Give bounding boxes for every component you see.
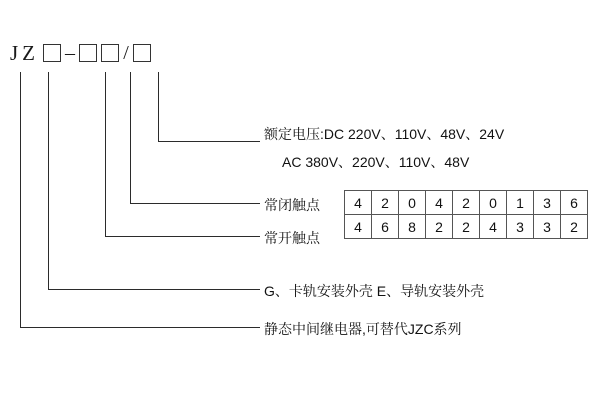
- leader-line-nc-horizontal: [130, 203, 260, 204]
- cell-nc-5: 0: [480, 191, 507, 215]
- label-normally-open: 常开触点: [264, 230, 320, 246]
- table-row-normally-closed: [345, 191, 588, 215]
- cell-no-5: 4: [480, 215, 507, 239]
- leader-line-voltage-vertical: [158, 72, 159, 142]
- model-code-letters: JZ: [10, 40, 39, 65]
- leader-line-nc-vertical: [130, 72, 131, 204]
- leader-line-bottom-horizontal: [20, 327, 260, 328]
- leader-line-enclosure-vertical: [48, 72, 49, 290]
- cell-nc-0: 4: [345, 191, 372, 215]
- code-box-4: [133, 44, 151, 62]
- contacts-table: [344, 190, 588, 239]
- cell-nc-3: 4: [426, 191, 453, 215]
- cell-nc-4: 2: [453, 191, 480, 215]
- cell-nc-1: 2: [372, 191, 399, 215]
- label-normally-closed: 常闭触点: [264, 197, 320, 213]
- table-row-normally-open: [345, 215, 588, 239]
- code-box-3: [101, 44, 119, 62]
- cell-no-6: 3: [507, 215, 534, 239]
- label-rated-voltage-line2: AC 380V、220V、110V、48V: [282, 154, 470, 170]
- label-bottom-description: 静态中间继电器,可替代JZC系列: [264, 321, 462, 337]
- leader-line-bottom-vertical: [20, 72, 21, 328]
- leader-line-voltage-horizontal: [158, 141, 260, 142]
- cell-no-4: 2: [453, 215, 480, 239]
- code-box-2: [79, 44, 97, 62]
- cell-no-7: 3: [534, 215, 561, 239]
- cell-no-2: 8: [399, 215, 426, 239]
- cell-nc-6: 1: [507, 191, 534, 215]
- label-rated-voltage-line1: 额定电压:DC 220V、110V、48V、24V: [264, 126, 505, 142]
- code-dash: –: [65, 42, 75, 64]
- cell-nc-7: 3: [534, 191, 561, 215]
- label-enclosure: G、卡轨安装外壳 E、导轨安装外壳: [264, 283, 485, 299]
- code-box-1: [43, 44, 61, 62]
- cell-nc-8: 6: [561, 191, 588, 215]
- cell-nc-2: 0: [399, 191, 426, 215]
- leader-line-enclosure-horizontal: [48, 289, 260, 290]
- leader-line-no-vertical: [105, 72, 106, 237]
- leader-line-no-horizontal: [105, 236, 260, 237]
- cell-no-3: 2: [426, 215, 453, 239]
- code-slash: /: [123, 42, 129, 64]
- cell-no-1: 6: [372, 215, 399, 239]
- cell-no-8: 2: [561, 215, 588, 239]
- model-code-row: [10, 38, 151, 68]
- cell-no-0: 4: [345, 215, 372, 239]
